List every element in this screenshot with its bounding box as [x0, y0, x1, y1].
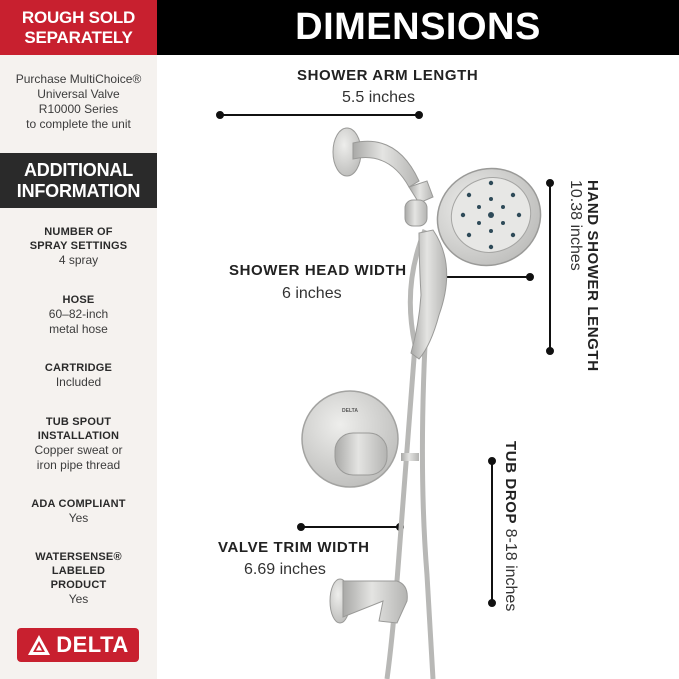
spec-value: Yes — [68, 511, 89, 525]
spec-hose — [4, 293, 153, 337]
shower-arm-dimension-line — [217, 112, 422, 118]
sidebar — [0, 0, 157, 679]
valve-trim-value: 6.69 inches — [244, 561, 326, 578]
tub-drop-label: TUB DROP — [502, 441, 519, 525]
spec-label: ADA COMPLIANT — [31, 498, 126, 510]
spec-label: HOSE — [62, 294, 95, 306]
spec-ada-compliant — [4, 497, 153, 526]
purchase-note — [6, 72, 151, 132]
hand-shower-dimension-line — [547, 180, 553, 354]
shower-arm-value: 5.5 inches — [342, 89, 415, 106]
spec-value: 4 spray — [58, 253, 99, 267]
hand-shower-dimension — [566, 180, 601, 372]
purchase-note-line: Universal Valve — [37, 87, 120, 101]
spec-spray-settings — [4, 225, 153, 268]
valve-trim-dimension-line — [298, 524, 403, 530]
tub-spout — [330, 579, 407, 623]
spec-label: CARTRIDGE — [44, 362, 113, 374]
spec-label: TUB SPOUT INSTALLATION — [37, 416, 120, 442]
spec-value: Yes — [68, 592, 89, 606]
addl-banner-text: ADDITIONAL INFORMATION — [16, 159, 141, 201]
delta-logo — [17, 628, 139, 662]
rough-sold-separately-banner — [0, 0, 157, 55]
delta-triangle-icon — [27, 634, 51, 656]
spec-cartridge — [4, 361, 153, 390]
shower-head-value: 6 inches — [282, 285, 342, 302]
tub-drop-dimension-line — [489, 458, 495, 606]
spec-watersense — [4, 550, 153, 607]
shower-head-label: SHOWER HEAD WIDTH — [229, 262, 407, 279]
tub-drop-value: 8-18 inches — [502, 528, 519, 612]
purchase-note-line: Purchase MultiChoice® — [15, 72, 142, 86]
shower-arm — [333, 128, 419, 187]
spec-label: NUMBER OF SPRAY SETTINGS — [29, 226, 128, 252]
shower-arm-label: SHOWER ARM LENGTH — [297, 67, 479, 84]
page-title: DIMENSIONS — [295, 6, 541, 48]
tub-drop-dimension — [501, 441, 519, 611]
rough-banner-text: ROUGH SOLD SEPARATELY — [21, 7, 136, 47]
spec-label: WATERSENSE® LABELED PRODUCT — [35, 551, 122, 591]
hand-shower-label: HAND SHOWER LENGTH — [584, 180, 601, 372]
spec-value: 60–82-inch metal hose — [48, 307, 109, 336]
purchase-note-line: to complete the unit — [26, 117, 131, 131]
valve-trim — [302, 391, 419, 487]
dimensions-header — [157, 0, 679, 55]
valve-trim-label: VALVE TRIM WIDTH — [218, 539, 370, 556]
spec-value: Copper sweat or iron pipe thread — [34, 443, 123, 472]
hand-shower-value: 10.38 inches — [567, 180, 584, 271]
spec-value: Included — [55, 375, 102, 389]
additional-information-banner — [0, 153, 157, 208]
purchase-note-line: R10000 Series — [38, 102, 119, 116]
trim-brand-text: DELTA — [342, 408, 358, 414]
delta-logo-text: DELTA — [56, 632, 129, 657]
spec-tub-spout — [4, 415, 153, 473]
